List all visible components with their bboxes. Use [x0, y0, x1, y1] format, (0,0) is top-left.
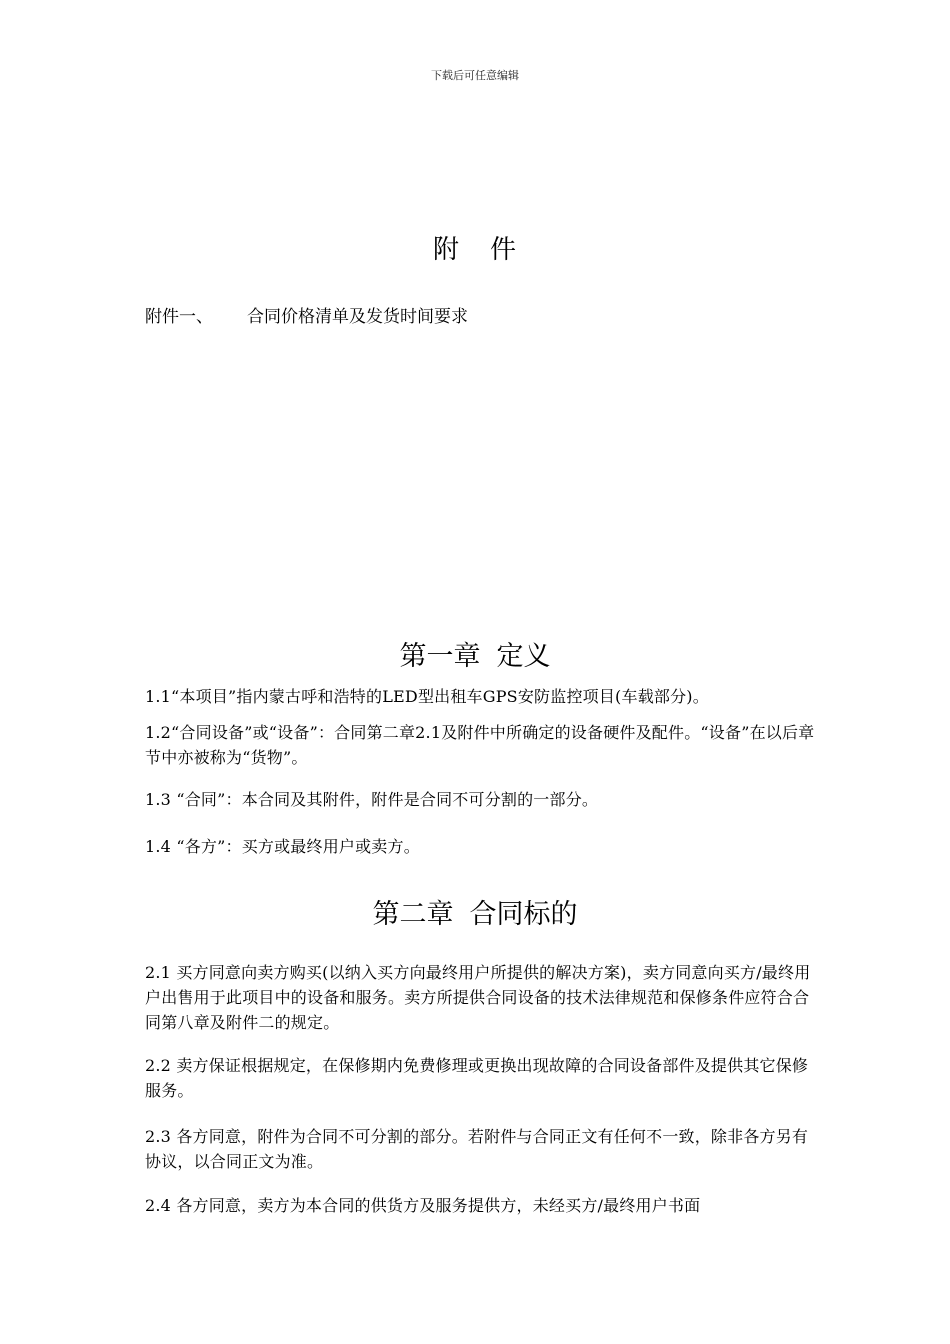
page-header-note: 下载后可任意编辑: [431, 69, 519, 82]
clause-2-4: 2.4 各方同意，卖方为本合同的供货方及服务提供方，未经买方/最终用户书面: [145, 1196, 701, 1215]
clause-1-4: 1.4 “各方”：买方或最终用户或卖方。: [145, 837, 420, 856]
chapter-2-number: 第二章: [372, 899, 454, 930]
chapter-1-number: 第一章: [399, 641, 481, 672]
chapter-1-title: [0, 634, 950, 673]
annex-item: [145, 302, 468, 327]
attachments-heading-left: 附: [432, 235, 460, 265]
clause-2-1: 2.1 买方同意向卖方购买(以纳入买方向最终用户所提供的解决方案)，卖方同意向买方/最终用户出售用于此项目中的设备和服务。卖方所提供合同设备的技术法律规范和保修条件应符合合同第八章及附件二的规定。: [145, 963, 811, 1032]
clause-2-3: 2.3 各方同意，附件为合同不可分割的部分。若附件与合同正文有任何不一致，除非各方另有协议，以合同正文为准。: [145, 1127, 809, 1171]
attachments-heading: [0, 229, 950, 266]
annex-item-number: 附件一、: [145, 307, 213, 327]
chapter-1-name: 定义: [496, 641, 551, 672]
chapter-2-name: 合同标的: [469, 899, 578, 930]
chapter-2-title: [0, 892, 950, 931]
clause-1-1: 1.1“本项目”指内蒙古呼和浩特的LED型出租车GPS安防监控项目(车载部分)。: [145, 687, 709, 706]
attachments-heading-right: 件: [490, 235, 518, 265]
clause-2-2: 2.2 卖方保证根据规定，在保修期内免费修理或更换出现故障的合同设备部件及提供其它保修服务。: [145, 1056, 809, 1100]
clause-1-2: 1.2“合同设备”或“设备”：合同第二章2.1及附件中所确定的设备硬件及配件。“设备”在以后章节中亦被称为“货物”。: [145, 723, 815, 767]
annex-item-name: 合同价格清单及发货时间要求: [247, 307, 468, 327]
clause-1-3: 1.3 “合同”：本合同及其附件，附件是合同不可分割的一部分。: [145, 790, 599, 809]
